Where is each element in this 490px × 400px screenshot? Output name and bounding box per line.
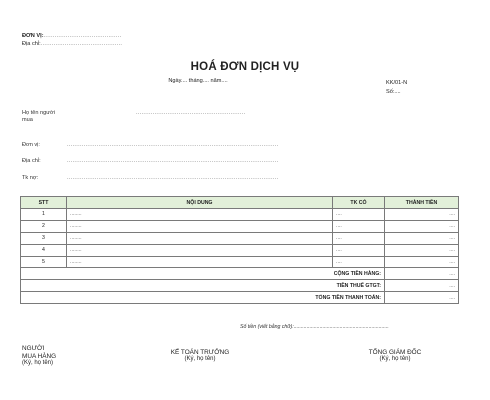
seller-unit-label: ĐƠN VỊ: [22,33,44,39]
row-amount: .... [385,209,459,221]
buyer-unit-label: Đơn vị: [22,142,40,148]
document-title: HOÁ ĐƠN DỊCH VỤ [190,61,300,73]
row-stt: 5 [21,256,67,268]
invoice-number: Số:.... [386,89,401,95]
buyer-address-label: Địa chỉ: [22,158,41,164]
subtotal-label: CỘNG TIỀN HÀNG: [21,268,385,280]
seller-address-label: Địa chỉ: [22,41,41,47]
buyer-sign-note: (Ký, họ tên) [22,360,54,367]
director-sign-title: TỔNG GIÁM ĐỐC [368,349,422,356]
buyer-name-label-1: Họ tên người [22,110,55,116]
vat-value: .... [385,280,459,292]
row-content: ........ [67,244,333,256]
header-stt: STT [21,197,67,209]
subtotal-value: .... [385,268,459,280]
total-row [21,292,459,304]
row-content: ........ [67,232,333,244]
row-tk: .... [333,232,385,244]
seller-address-dots: ............................................ [40,41,123,47]
buyer-address-dots: .................................................................................................................. [67,158,279,164]
row-content: ........ [67,220,333,232]
amount-in-words: Số tiền (viết bằng chữ):.................................................................. [240,324,389,330]
form-code: KK/01-N [386,80,408,86]
subtotal-row [21,268,459,280]
accountant-signature [150,349,250,364]
row-content: ........ [67,256,333,268]
buyer-account-dots: .................................................................................................................. [67,175,279,181]
row-amount: .... [385,232,459,244]
table-row [21,209,459,221]
buyer-signature [22,345,56,368]
accountant-sign-note: (Ký, họ tên) [184,356,216,363]
row-stt: 4 [21,244,67,256]
director-sign-note: (Ký, họ tên) [379,356,411,363]
vat-label: TIỀN THUẾ GTGT: [21,280,385,292]
buyer-name-label-2: mua [22,117,33,123]
buyer-account-label: Tk nợ: [22,175,39,181]
director-signature [345,349,445,364]
table-row [21,220,459,232]
table-row [21,244,459,256]
invoice-table [20,196,459,304]
row-tk: .... [333,244,385,256]
row-tk: .... [333,256,385,268]
seller-unit [22,33,121,39]
buyer-unit-dots: .................................................................................................................. [67,142,279,148]
row-stt: 3 [21,232,67,244]
row-tk: .... [333,220,385,232]
accountant-sign-title: KẾ TOÁN TRƯỞNG [170,349,230,356]
header-amount: THÀNH TIỀN [385,197,459,209]
date-line: Ngày.... tháng.... năm.... [168,78,228,84]
row-stt: 1 [21,209,67,221]
table-header-row [21,197,459,209]
header-tk-co: TK CÓ [333,197,385,209]
total-value: .... [385,292,459,304]
seller-unit-dots: .......................................... [43,33,122,39]
row-amount: .... [385,256,459,268]
table-row [21,232,459,244]
row-amount: .... [385,220,459,232]
row-stt: 2 [21,220,67,232]
row-content: ........ [67,209,333,221]
seller-address [22,41,122,47]
total-label: TỔNG TIỀN THANH TOÁN: [21,292,385,304]
buyer-name-dots: ........................................................... [136,110,246,116]
row-tk: .... [333,209,385,221]
header-content: NỘI DUNG [67,197,333,209]
vat-row [21,280,459,292]
buyer-sign-title-2: MUA HÀNG [22,352,57,360]
row-amount: .... [385,244,459,256]
table-row [21,256,459,268]
buyer-sign-title-1: NGƯỜI [22,345,45,352]
